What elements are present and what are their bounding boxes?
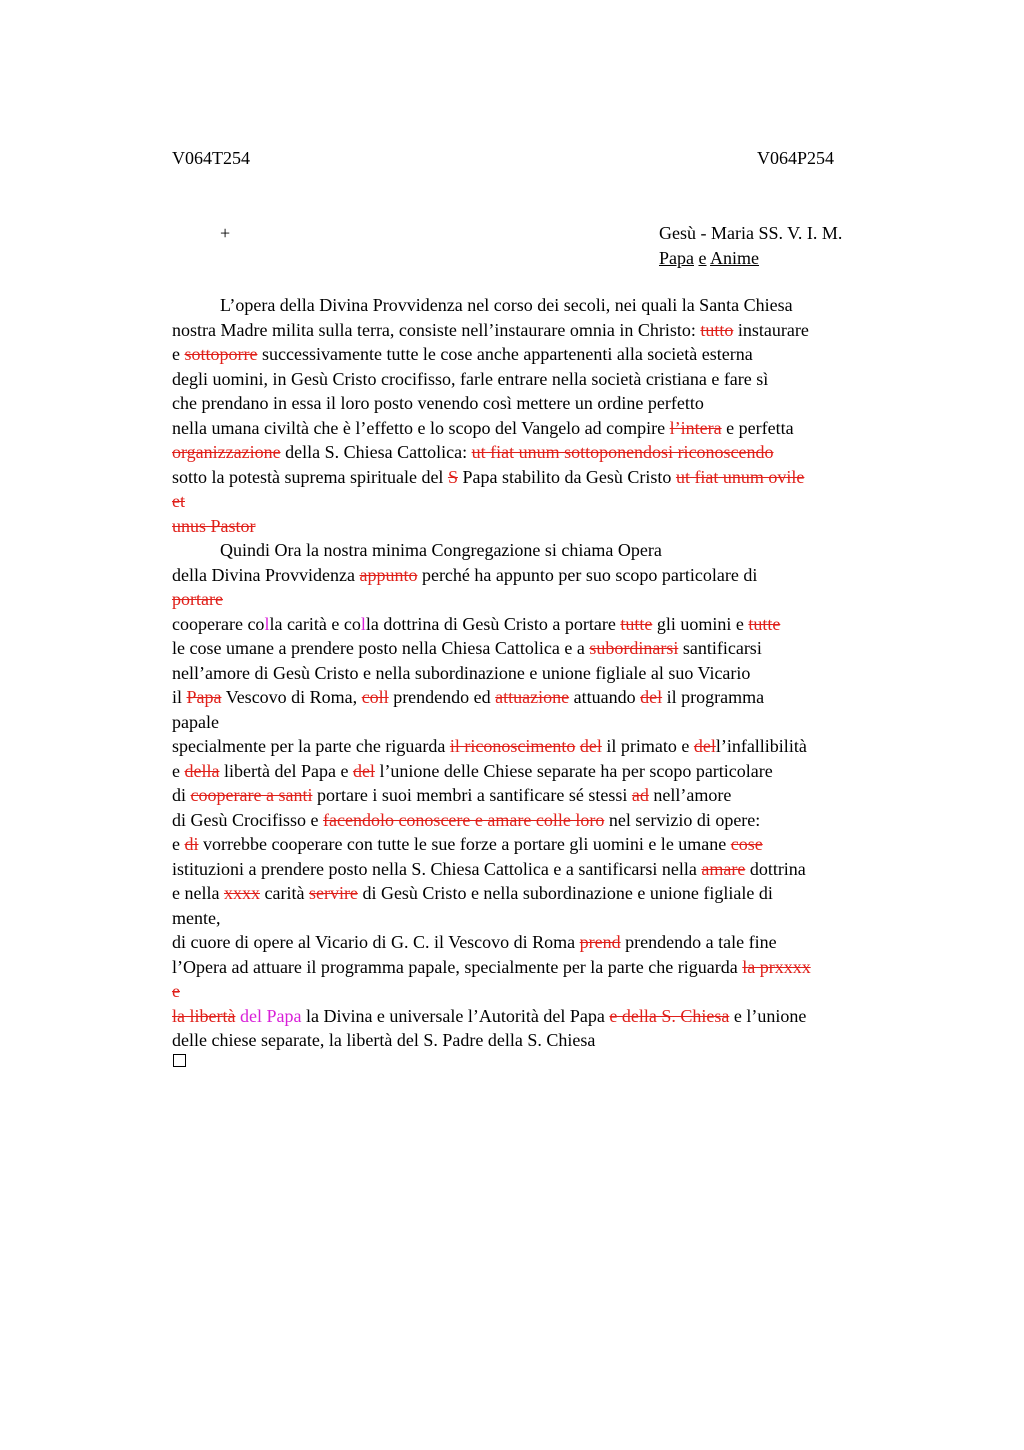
text-line: che prendano in essa il loro posto venendo così mettere un ordine perfetto xyxy=(172,393,704,413)
text-segment: della Divina Provvidenza xyxy=(172,564,360,585)
deleted-text: tutte xyxy=(748,613,781,634)
text-segment: cooperare co xyxy=(172,613,265,634)
deleted-text: della xyxy=(184,760,220,781)
deleted-text: e xyxy=(172,981,180,1001)
deleted-text: S xyxy=(447,466,458,487)
deleted-text: ut fiat unum ovile xyxy=(675,466,805,487)
deleted-text: organizzazione xyxy=(172,442,281,462)
text-segment: nostra Madre milita sulla terra, consiste nell’instaurare omnia in Christo: xyxy=(172,319,701,340)
text-segment: l’unione delle Chiese separate ha per scopo particolare xyxy=(374,760,773,781)
text-segment: le cose umane a prendere posto nella Chiesa Cattolica e a xyxy=(172,638,590,658)
text-segment: successivamente tutte le cose anche appartenenti alla società esterna xyxy=(257,344,753,364)
text-line: delle chiese separate, la libertà del S. Padre della S. Chiesa xyxy=(172,1030,596,1050)
text-line xyxy=(172,955,932,980)
text-segment: di Gesù Cristo e nella subordinazione e unione figliale di xyxy=(357,883,773,903)
heading-papa: Papa xyxy=(659,247,694,268)
text-segment: nella umana civiltà che è l’effetto e lo scopo del Vangelo ad compire xyxy=(172,417,670,438)
text-segment: la carità e co xyxy=(269,613,361,634)
text-segment: Papa stabilito da Gesù Cristo xyxy=(457,466,676,487)
text-segment: libertà del Papa e xyxy=(219,760,353,781)
text-segment: instaurare xyxy=(733,319,809,340)
deleted-text: cose xyxy=(730,834,763,854)
deleted-text: xxxx xyxy=(223,883,260,903)
text-line xyxy=(172,734,932,759)
inserted-text: l xyxy=(264,613,270,634)
text-line: L’opera della Divina Provvidenza nel corso dei secoli, nei quali la Santa Chiesa xyxy=(220,295,793,315)
text-segment: il programma xyxy=(662,687,765,707)
text-segment: la dottrina di Gesù Cristo a portare xyxy=(365,613,621,634)
text-line xyxy=(172,832,932,857)
deleted-text: del xyxy=(640,687,663,707)
text-segment: il xyxy=(172,687,187,707)
text-segment: l’infallibilità xyxy=(715,736,807,756)
text-line xyxy=(172,857,932,882)
deleted-text: la libertà xyxy=(172,1005,236,1026)
text-line xyxy=(172,881,932,906)
text-line xyxy=(172,318,932,343)
text-segment: e xyxy=(172,760,185,781)
deleted-text: unus Pastor xyxy=(172,515,256,536)
body-text xyxy=(172,293,932,1053)
deleted-text: del xyxy=(693,736,716,756)
text-segment: vorrebbe cooperare con tutte le sue forze a portare gli uomini e le umane xyxy=(198,834,731,854)
text-line: papale xyxy=(172,711,219,732)
text-line xyxy=(172,587,932,612)
deleted-text: ad xyxy=(631,785,649,805)
deleted-text: ut fiat unum sottoponendosi riconoscendo xyxy=(471,442,774,462)
text-segment: e xyxy=(172,834,185,854)
text-line xyxy=(172,685,932,710)
text-line xyxy=(172,563,932,588)
text-segment: istituzioni a prendere posto nella S. Chiesa Cattolica e a santificarsi nella xyxy=(172,858,702,879)
text-line: nell’amore di Gesù Cristo e nella subordinazione e unione figliale al suo Vicario xyxy=(172,662,751,683)
heading-block xyxy=(659,221,842,270)
text-segment: nel servizio di opere: xyxy=(604,809,761,830)
heading-anime: Anime xyxy=(710,247,760,268)
text-segment: e xyxy=(172,344,185,364)
text-line xyxy=(172,416,932,441)
document-code-left: V064T254 xyxy=(172,148,250,168)
deleted-text: subordinarsi xyxy=(589,638,679,658)
heading-invocation: Gesù - Maria SS. V. I. M. xyxy=(659,223,843,243)
empty-checkbox-square xyxy=(173,1054,186,1067)
deleted-text: Papa xyxy=(186,687,222,707)
text-segment: portare i suoi membri a santificare sé stessi xyxy=(312,785,632,805)
deleted-text: sottoporre xyxy=(184,344,258,364)
text-segment: la Divina e universale l’Autorità del Papa xyxy=(301,1005,610,1026)
deleted-text: servire xyxy=(308,883,358,903)
text-line xyxy=(172,930,932,955)
inserted-text: l xyxy=(360,613,366,634)
text-line xyxy=(172,783,932,808)
text-line xyxy=(172,465,932,490)
text-segment: prendendo ed xyxy=(388,687,496,707)
text-segment: l’Opera ad attuare il programma papale, specialmente per la parte che riguarda xyxy=(172,956,743,977)
deleted-text: del xyxy=(352,760,375,781)
text-line xyxy=(172,1004,932,1029)
text-segment: attuando xyxy=(569,687,641,707)
text-line xyxy=(172,514,932,539)
text-segment: di xyxy=(172,785,191,805)
text-segment: e nella xyxy=(172,883,224,903)
inserted-text: del Papa xyxy=(235,1005,302,1026)
text-segment: Vescovo di Roma, xyxy=(221,687,362,707)
text-line xyxy=(172,808,932,833)
text-line xyxy=(172,489,932,514)
deleted-text: il riconoscimento xyxy=(449,736,576,756)
deleted-text: tutte xyxy=(620,613,653,634)
text-line xyxy=(172,440,932,465)
text-segment: il primato e xyxy=(601,736,694,756)
document-code-right: V064P254 xyxy=(757,148,835,168)
text-segment: sotto la potestà suprema spirituale del xyxy=(172,466,448,487)
text-segment: e l’unione xyxy=(729,1005,807,1026)
text-line: Quindi Ora la nostra minima Congregazione si chiama Opera xyxy=(220,540,662,560)
text-line: mente, xyxy=(172,907,221,928)
text-segment: prendendo a tale fine xyxy=(620,932,777,952)
deleted-text: la prxxxx xyxy=(742,956,811,977)
text-line xyxy=(172,612,932,637)
text-line xyxy=(172,759,932,784)
text-segment: dottrina xyxy=(745,858,806,879)
text-line xyxy=(172,342,932,367)
heading-e: e xyxy=(698,247,707,268)
text-segment: gli uomini e xyxy=(652,613,749,634)
deleted-text: prend xyxy=(579,932,621,952)
text-segment: di cuore di opere al Vicario di G. C. il Vescovo di Roma xyxy=(172,932,580,952)
deleted-text: tutto xyxy=(700,319,734,340)
cross-mark: + xyxy=(220,223,231,243)
deleted-text: cooperare a santi xyxy=(190,785,313,805)
deleted-text: di xyxy=(184,834,199,854)
text-segment: carità xyxy=(259,883,309,903)
deleted-text: et xyxy=(172,491,185,511)
text-segment: della S. Chiesa Cattolica: xyxy=(280,442,472,462)
deleted-text: del xyxy=(579,736,602,756)
deleted-text: amare xyxy=(701,858,746,879)
text-segment: e perfetta xyxy=(721,417,794,438)
text-segment: santificarsi xyxy=(678,638,762,658)
deleted-text: attuazione xyxy=(495,687,570,707)
deleted-text: e della S. Chiesa xyxy=(609,1005,730,1026)
heading-subtitle xyxy=(659,246,842,271)
deleted-text: l’intera xyxy=(669,417,722,438)
text-segment: di Gesù Crocifisso e xyxy=(172,809,323,830)
text-line: degli uomini, in Gesù Cristo crocifisso, farle entrare nella società cristiana e fare sì xyxy=(172,368,769,389)
text-segment: perché ha appunto per suo scopo particolare di xyxy=(417,564,758,585)
deleted-text: coll xyxy=(361,687,389,707)
deleted-text: portare xyxy=(172,589,223,609)
text-segment: specialmente per la parte che riguarda xyxy=(172,736,450,756)
text-segment: nell’amore xyxy=(648,785,732,805)
text-line xyxy=(172,636,932,661)
deleted-text: facendolo conoscere e amare colle loro xyxy=(322,809,605,830)
text-line xyxy=(172,979,932,1004)
deleted-text: appunto xyxy=(359,564,418,585)
